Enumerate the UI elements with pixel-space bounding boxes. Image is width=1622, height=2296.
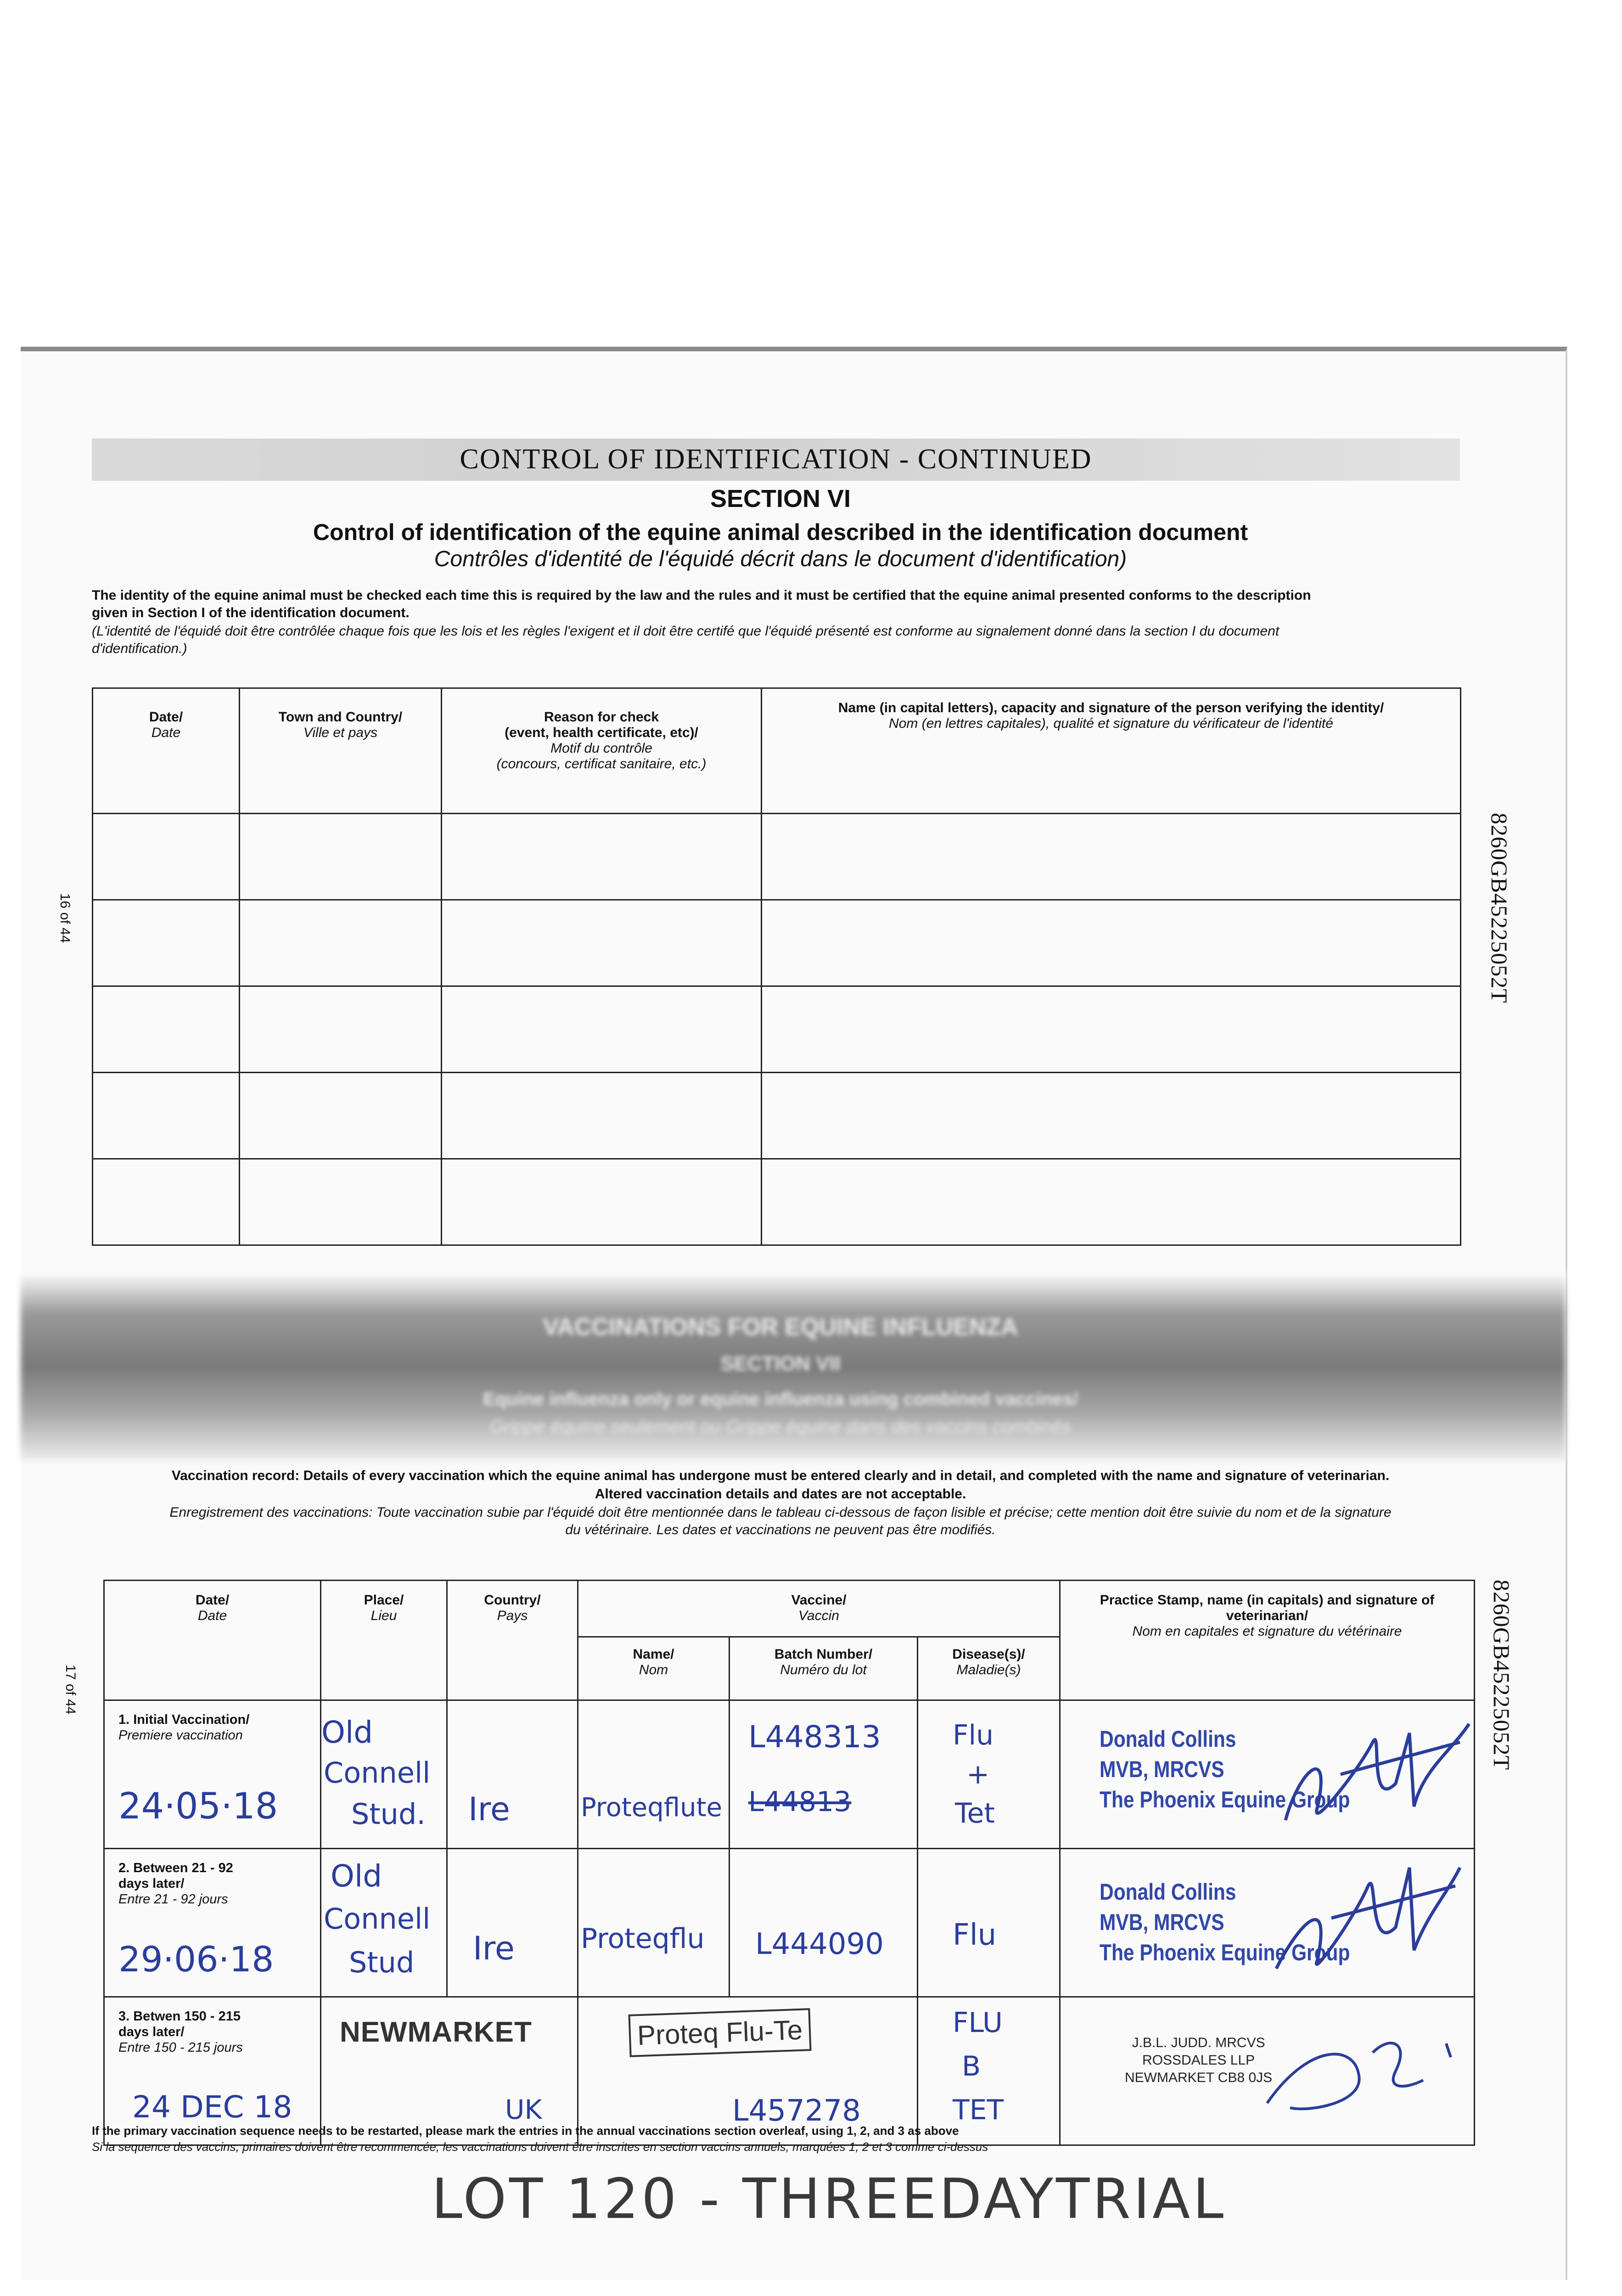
col-town-fr: Ville et pays: [303, 725, 378, 740]
col-vaccine: [578, 1581, 1060, 1637]
col-batch-en: Batch Number/: [774, 1647, 873, 1662]
row3-country: UK: [505, 2094, 542, 2125]
row1-disease-cell[interactable]: [918, 1700, 1060, 1849]
col-batch: [730, 1637, 918, 1700]
cell[interactable]: [442, 986, 762, 1073]
col-verifier-en: Name (in capital letters), capacity and signature of the person verifying the identity/: [838, 700, 1384, 715]
cell[interactable]: [240, 900, 442, 986]
cell[interactable]: [442, 900, 762, 986]
row1-country-cell[interactable]: [447, 1700, 578, 1849]
row1-place-cell[interactable]: [321, 1700, 447, 1849]
row3-vaccine-stamp: Proteq Flu-Te: [628, 2008, 811, 2057]
row2-place-2: Connell: [324, 1902, 431, 1936]
page-number-bottom: 17 of 44: [63, 1665, 78, 1715]
identification-table: [92, 687, 1461, 1246]
vaccination-row-3: [104, 1997, 1475, 2145]
vaccination-section-blurred: SECTION VII: [720, 1352, 841, 1375]
col-disease-en: Disease(s)/: [952, 1647, 1025, 1662]
row3-stamp-cell[interactable]: [1060, 1997, 1475, 2145]
col-verifier: [762, 688, 1461, 814]
row1-stamp-line-2: MVB, MRCVS: [1100, 1756, 1224, 1782]
vaccination-row-2: [104, 1849, 1475, 1997]
cell[interactable]: [93, 1073, 240, 1159]
instruction-fr-2: d'identification.): [92, 641, 187, 656]
table-row: [93, 814, 1461, 900]
footnote-fr: Si la sequence des vaccins, primaires doivent être recommencée, les vaccinations doivent être inscrites en section vaccins annuels, marquées 1, 2 et 3 comme ci-dessus: [92, 2140, 988, 2154]
row2-country-cell[interactable]: [447, 1849, 578, 1997]
row3-signature-icon: [1253, 2025, 1465, 2126]
col-reason-en: Reason for check: [544, 709, 659, 725]
row2-stamp-line-3: The Phoenix Equine Group: [1100, 1940, 1350, 1965]
cell[interactable]: [442, 1073, 762, 1159]
row2-batch-cell[interactable]: [730, 1849, 918, 1997]
row3-disease-cell[interactable]: [918, 1997, 1060, 2145]
col-date-en: Date/: [195, 1593, 230, 1608]
col-country: [447, 1581, 578, 1700]
row1-place-1: Old: [321, 1715, 373, 1750]
vaccination-row-1: [104, 1700, 1475, 1849]
subtitle-en: Control of identification of the equine animal described in the identification document: [313, 519, 1248, 545]
row2-vaccine-name: Proteqflu: [581, 1923, 705, 1955]
row2-date-cell[interactable]: [104, 1849, 321, 1997]
row1-vaccine-name: Proteqflute: [581, 1793, 722, 1823]
row3-stamp-line-2: ROSSDALES LLP: [1142, 2053, 1255, 2068]
cell[interactable]: [762, 814, 1461, 900]
vaccination-title-blurred: VACCINATIONS FOR EQUINE INFLUENZA: [543, 1314, 1018, 1340]
col-date-en: Date/: [149, 709, 183, 725]
row2-place-1: Old: [331, 1858, 382, 1894]
col-country-en: Country/: [484, 1593, 541, 1608]
cell[interactable]: [762, 1159, 1461, 1245]
col-date: [93, 688, 240, 814]
row3-stamp-line-1: J.B.L. JUDD. MRCVS: [1132, 2035, 1265, 2050]
cell[interactable]: [240, 1073, 442, 1159]
cell[interactable]: [93, 986, 240, 1073]
col-stamp-en: Practice Stamp, name (in capitals) and signature of veterinarian/: [1100, 1593, 1435, 1623]
identification-header-row: [93, 688, 1461, 814]
side-code-bottom: 8260GB45225052T: [1489, 1580, 1515, 1770]
row1-stamp-line-3: The Phoenix Equine Group: [1100, 1787, 1350, 1812]
row2-label-fr: Entre 21 - 92 jours: [118, 1892, 228, 1907]
row2-place-3: Stud: [349, 1946, 415, 1979]
vaccination-header-row-1: [104, 1581, 1475, 1637]
row3-label-en2: days later/: [118, 2025, 185, 2039]
row3-date: 24 DEC 18: [132, 2089, 292, 2125]
row1-stamp-cell[interactable]: [1060, 1700, 1475, 1849]
row2-signature-icon: [1263, 1854, 1465, 1978]
vaccination-table: [103, 1580, 1475, 2146]
col-country-fr: Pays: [497, 1608, 528, 1623]
col-place: [321, 1581, 447, 1700]
row2-disease-1: Flu: [953, 1918, 997, 1952]
cell[interactable]: [442, 814, 762, 900]
col-name-fr: Nom: [639, 1662, 668, 1677]
cell[interactable]: [762, 986, 1461, 1073]
row2-stamp-line-1: Donald Collins: [1100, 1879, 1236, 1905]
row1-date: 24·05·18: [118, 1786, 278, 1827]
col-vaccine-fr: Vaccin: [798, 1608, 839, 1623]
cell[interactable]: [762, 900, 1461, 986]
row2-name-cell[interactable]: [578, 1849, 730, 1997]
col-disease: [918, 1637, 1060, 1700]
side-code-top: 8260GB45225052T: [1487, 813, 1512, 1003]
col-town-en: Town and Country/: [278, 709, 403, 725]
footnote-en: If the primary vaccination sequence needs to be restarted, please mark the entries in the annual vaccinations section overleaf, using 1, 2, and 3 as above: [92, 2124, 959, 2138]
row1-batch-cell[interactable]: [730, 1700, 918, 1849]
instruction-en-1: The identity of the equine animal must be checked each time this is required by the law and the rules and it must be certified that the equine animal presented conforms to the description: [92, 588, 1311, 603]
title-band: [92, 439, 1460, 481]
cell[interactable]: [442, 1159, 762, 1245]
subtitle-fr: Contrôles d'identité de l'équidé décrit dans le document d'identification): [434, 547, 1127, 571]
row3-name-batch-cell[interactable]: [578, 1997, 918, 2145]
col-reason-fr: Motif du contrôle: [550, 741, 652, 756]
row3-place-country-cell[interactable]: [321, 1997, 578, 2145]
col-reason-en2: (event, health certificate, etc)/: [505, 725, 698, 740]
record-en-2: Altered vaccination details and dates are not acceptable.: [595, 1486, 966, 1502]
col-place-en: Place/: [364, 1593, 404, 1608]
row1-disease-2: +: [966, 1758, 990, 1790]
col-date: [104, 1581, 321, 1700]
table-row: [93, 986, 1461, 1073]
row2-place-cell[interactable]: [321, 1849, 447, 1997]
row2-label-en: 2. Between 21 - 92: [118, 1861, 233, 1875]
cell[interactable]: [93, 814, 240, 900]
col-vaccine-en: Vaccine/: [791, 1593, 847, 1608]
cell[interactable]: [93, 900, 240, 986]
row2-label-en2: days later/: [118, 1876, 185, 1891]
row3-batch: L457278: [732, 2094, 861, 2128]
row1-place-3: Stud.: [351, 1797, 426, 1831]
row2-date: 29·06·18: [118, 1939, 274, 1980]
section-heading: SECTION VI: [710, 485, 851, 512]
row1-name-cell[interactable]: [578, 1700, 730, 1849]
instruction-en-2: given in Section I of the identification document.: [92, 605, 410, 620]
row2-country: Ire: [473, 1930, 515, 1967]
row1-disease-3: Tet: [955, 1797, 995, 1829]
record-fr-1: Enregistrement des vaccinations: Toute vaccination subie par l'équidé doit être mentionnée dans le tableau ci-dessous de façon lisible et précise; cette mention doit être suivie du nom et de la signature: [169, 1505, 1392, 1520]
col-vaccine-name: [578, 1637, 730, 1700]
col-disease-fr: Maladie(s): [956, 1662, 1021, 1677]
section-title: CONTROL OF IDENTIFICATION - CONTINUED: [460, 444, 1092, 475]
record-en-1: Vaccination record: Details of every vaccination which the equine animal has undergone must be entered clearly and in detail, and completed with the name and signature of veterinarian.: [171, 1468, 1390, 1483]
table-row: [93, 1073, 1461, 1159]
row3-place-stamp: NEWMARKET: [340, 2016, 532, 2048]
cell[interactable]: [762, 1073, 1461, 1159]
cell[interactable]: [240, 986, 442, 1073]
row2-stamp-line-2: MVB, MRCVS: [1100, 1909, 1224, 1935]
col-reason: [442, 688, 762, 814]
page-number-top: 16 of 44: [57, 893, 73, 943]
cell[interactable]: [93, 1159, 240, 1245]
handwritten-footer: LOT 120 - THREEDAYTRIAL: [432, 2167, 1227, 2231]
row3-disease-3: TET: [953, 2094, 1004, 2126]
row1-disease-1: Flu: [953, 1719, 994, 1751]
instruction-fr-1: (L'identité de l'équidé doit être contrôlée chaque fois que les lois et les règles l'exigent et il doit être certifé que l'équidé présenté est conforme au signalement donné dans la section I du document: [92, 624, 1280, 639]
row2-stamp-cell[interactable]: [1060, 1849, 1475, 1997]
row3-disease-2: B: [962, 2050, 981, 2082]
col-verifier-fr: Nom (en lettres capitales), qualité et signature du vérificateur de l'identité: [889, 716, 1333, 731]
row3-date-cell[interactable]: [104, 1997, 321, 2145]
col-date-fr: Date: [151, 725, 181, 740]
row1-signature-icon: [1258, 1715, 1474, 1834]
row1-place-2: Connell: [324, 1756, 431, 1790]
row3-stamp-line-3: NEWMARKET CB8 0JS: [1125, 2070, 1273, 2085]
row1-label-fr: Premiere vaccination: [118, 1728, 243, 1743]
col-place-fr: Lieu: [370, 1608, 397, 1623]
row1-stamp-line-1: Donald Collins: [1100, 1726, 1236, 1752]
row3-vet-stamp: [1125, 2034, 1272, 2087]
col-reason-fr2: (concours, certificat sanitaire, etc.): [496, 756, 707, 771]
row1-batch: L448313: [748, 1719, 881, 1755]
cell[interactable]: [240, 1159, 442, 1245]
row1-label-en: 1. Initial Vaccination/: [118, 1712, 250, 1727]
col-name-en: Name/: [633, 1647, 674, 1662]
col-stamp: [1060, 1581, 1475, 1700]
row3-disease-1: FLU: [953, 2007, 1003, 2039]
cell[interactable]: [240, 814, 442, 900]
row3-label-en: 3. Betwen 150 - 215: [118, 2009, 241, 2024]
row2-disease-cell[interactable]: [918, 1849, 1060, 1997]
vaccination-sub-fr-blurred: Grippe équine seulement ou Grippe équine dans des vaccins combinés: [490, 1417, 1071, 1437]
table-row: [93, 900, 1461, 986]
row1-date-cell[interactable]: [104, 1700, 321, 1849]
row2-batch: L444090: [755, 1927, 884, 1961]
col-stamp-fr: Nom en capitales et signature du vétérinaire: [1132, 1624, 1402, 1639]
col-town: [240, 688, 442, 814]
row1-batch-struck: L44813: [748, 1786, 852, 1818]
vaccination-sub-en-blurred: Equine influenza only or equine influenza using combined vaccines/: [483, 1389, 1078, 1409]
col-batch-fr: Numéro du lot: [780, 1662, 867, 1677]
record-fr-2: du vétérinaire. Les dates et vaccinations ne peuvent pas être modifiés.: [565, 1522, 996, 1537]
row3-label-fr: Entre 150 - 215 jours: [118, 2040, 243, 2055]
row1-country: Ire: [468, 1790, 510, 1828]
col-date-fr: Date: [197, 1608, 227, 1623]
table-row: [93, 1159, 1461, 1245]
